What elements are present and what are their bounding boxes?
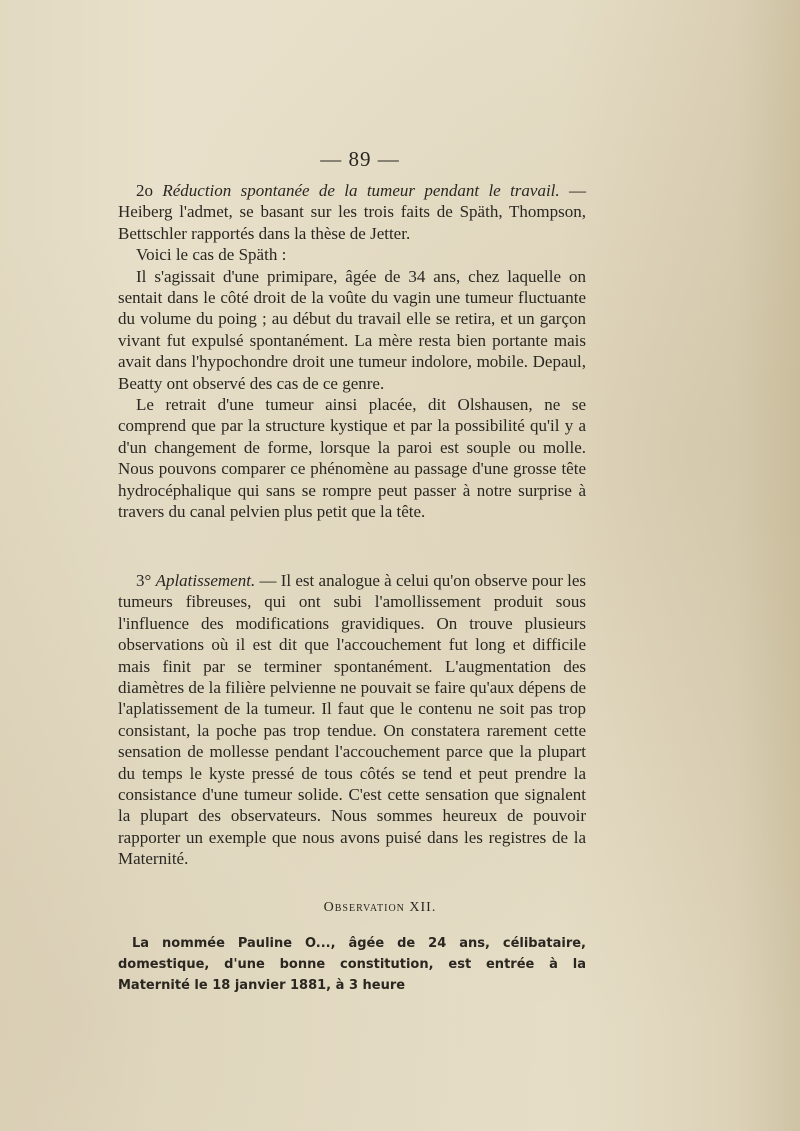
page-number: — 89 — xyxy=(320,147,400,171)
section-2-lead: — Heiberg l'admet, se basant sur les trois faits de Späth, Thompson, Bettschler rapportés dans la thèse de Jetter. xyxy=(118,181,586,243)
section-2-paragraph-3: Il s'agissait d'une primipare, âgée de 34 ans, chez laquelle on sentait dans le côté droit de la voûte du vagin une tumeur fluctuante du volume du poing ; au début du travail elle se retira, et un garçon vivant fut expulsé spontanément. La mère resta bien portante mais avait dans l'hypochondre droit une tumeur indolore, mobile. Depaul, Beatty ont observé des cas de ce genre. xyxy=(118,266,586,393)
section-2-number: 2o xyxy=(136,181,153,200)
section-3-lead: — Il est analogue à celui qu'on observe pour les tumeurs fibreuses, qui ont subi l'amollissement produit sous l'influence des modifications gravidiques. On trouve plusieurs observations où il est dit que l'accouchement fut long et difficile mais finit par se terminer spontanément. L'augmentation des diamètres de la filière pelvienne ne pouvait se faire qu'aux dépens de l'aplatissement de la tumeur. Il faut que le contenu ne soit pas trop consistant, la poche pas trop tendue. On constatera rarement cette sensation de mollesse pendant l'accouchement parce que la plupart du temps le kyste pressé de tous côtés se tend et peut prendre la consistance d'une tumeur solide. C'est cette sensation que signalent la plupart des observateurs. Nous sommes heureux de pouvoir rapporter un exemple que nous avons puisé dans les registres de la Maternité. xyxy=(118,571,587,869)
observation-paragraph: La nommée Pauline O..., âgée de 24 ans, célibataire, domestique, d'une bonne constitution, est entrée à la Maternité le 18 janvier 1881, à 3 heure xyxy=(118,936,586,993)
observation-text xyxy=(118,933,586,996)
section-2-paragraph-2: Voici le cas de Späth : xyxy=(136,245,287,265)
section-2-paragraph-1 xyxy=(118,180,586,244)
section-3 xyxy=(118,570,586,870)
section-3-number: 3° xyxy=(136,571,152,590)
section-2-paragraph-4: Le retrait d'une tumeur ainsi placée, dit Olshausen, ne se comprend que par la structure kystique et par la possibilité qu'il y a d'un changement de forme, lorsque la paroi est souple ou molle. Nous pouvons comparer ce phénomène au passage d'une grosse tête hydrocéphalique qui sans se rompre peut passer à notre surprise à travers du canal pelvien plus petit que la tête. xyxy=(118,395,586,522)
observation-heading: Observation XII. xyxy=(323,900,437,915)
section-2-title: Réduction spontanée de la tumeur pendant le travail. xyxy=(162,181,560,200)
section-3-title: Aplatissement. xyxy=(155,571,256,590)
section-3-paragraph-1 xyxy=(118,570,586,870)
section-2 xyxy=(118,180,586,523)
